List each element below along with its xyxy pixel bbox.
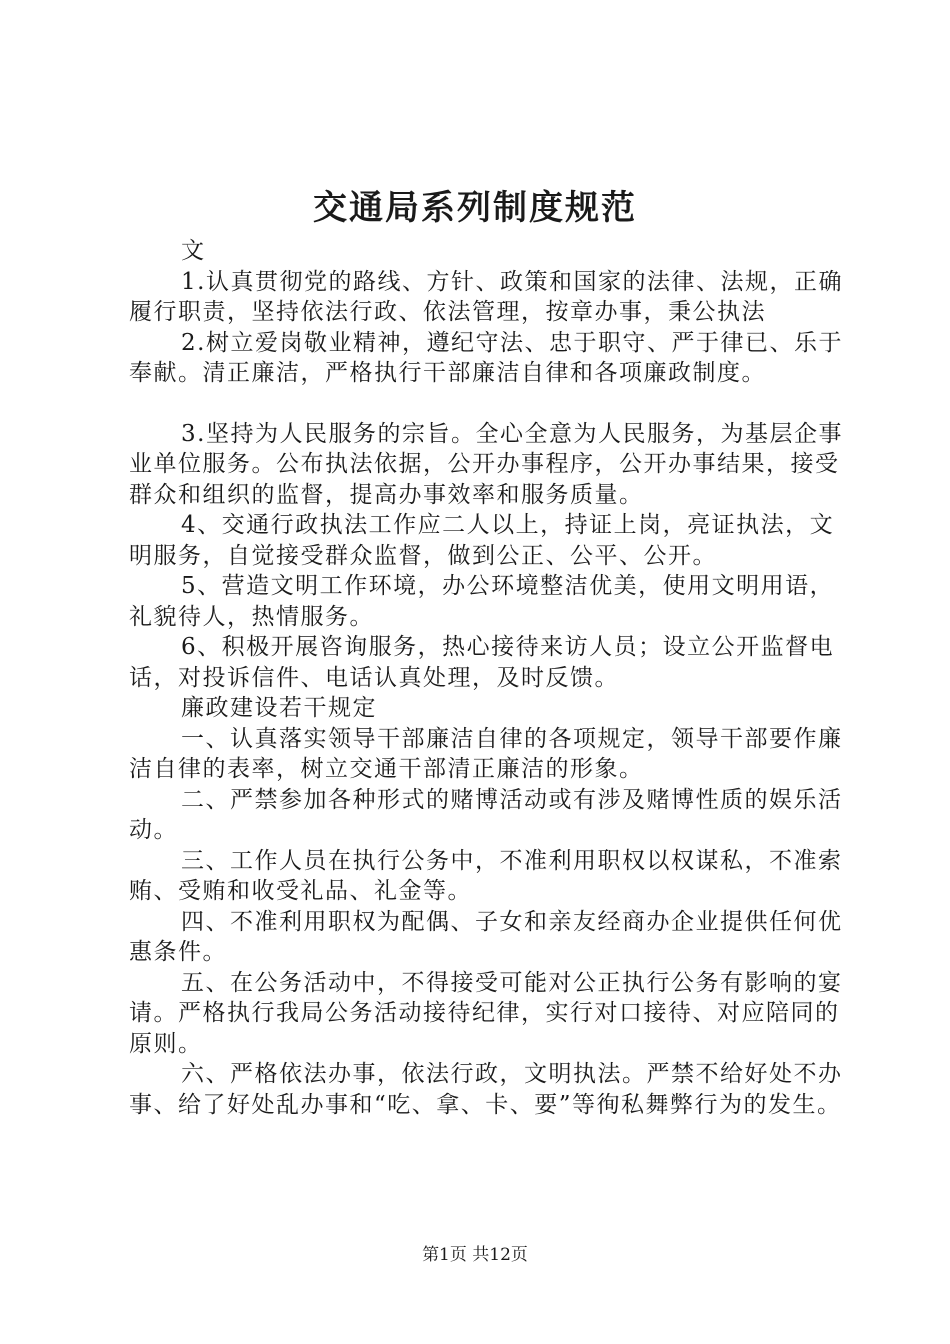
paragraph: 1.认真贯彻党的路线、方针、政策和国家的法律、法规，正确履行职责，坚持依法行政、依法管理，按章办事，秉公执法 xyxy=(129,268,843,325)
section-heading: 廉政建设若干规定 xyxy=(181,695,377,721)
document-body xyxy=(129,236,849,1120)
paragraph: 四、不准利用职权为配偶、子女和亲友经商办企业提供任何优惠条件。 xyxy=(129,908,843,965)
paragraph: 3.坚持为人民服务的宗旨。全心全意为人民服务，为基层企事业单位服务。公布执法依据，公开办事程序，公开办事结果，接受群众和组织的监督，提高办事效率和服务质量。 xyxy=(129,420,843,508)
paragraph: 二、严禁参加各种形式的赌博活动或有涉及赌博性质的娱乐活动。 xyxy=(129,786,843,843)
paragraph: 4、交通行政执法工作应二人以上，持证上岗，亮证执法，文明服务，自觉接受群众监督，做到公正、公平、公开。 xyxy=(129,512,835,569)
paragraph: 五、在公务活动中，不得接受可能对公正执行公务有影响的宴请。严格执行我局公务活动接待纪律，实行对口接待、对应陪同的原则。 xyxy=(129,969,843,1057)
paragraph: 文 xyxy=(181,238,206,264)
document-title: 交通局系列制度规范 xyxy=(313,188,637,228)
paragraph: 2.树立爱岗敬业精神，遵纪守法、忠于职守、严于律已、乐于奉献。清正廉洁，严格执行干部廉洁自律和各项廉政制度。 xyxy=(129,329,843,386)
paragraph: 5、营造文明工作环境，办公环境整洁优美，使用文明用语，礼貌待人，热情服务。 xyxy=(129,573,835,630)
paragraph: 三、工作人员在执行公务中，不准利用职权以权谋私，不准索贿、受贿和收受礼品、礼金等。 xyxy=(129,847,843,904)
paragraph: 6、积极开展咨询服务，热心接待来访人员；设立公开监督电话，对投诉信件、电话认真处理，及时反馈。 xyxy=(129,634,835,691)
paragraph: 六、严格依法办事，依法行政，文明执法。严禁不给好处不办事、给了好处乱办事和“吃、拿、卡、要”等徇私舞弊行为的发生。 xyxy=(129,1061,843,1118)
page-footer: 第1页 共12页 xyxy=(422,1245,528,1265)
paragraph: 一、认真落实领导干部廉洁自律的各项规定，领导干部要作廉洁自律的表率，树立交通干部清正廉洁的形象。 xyxy=(129,725,843,782)
